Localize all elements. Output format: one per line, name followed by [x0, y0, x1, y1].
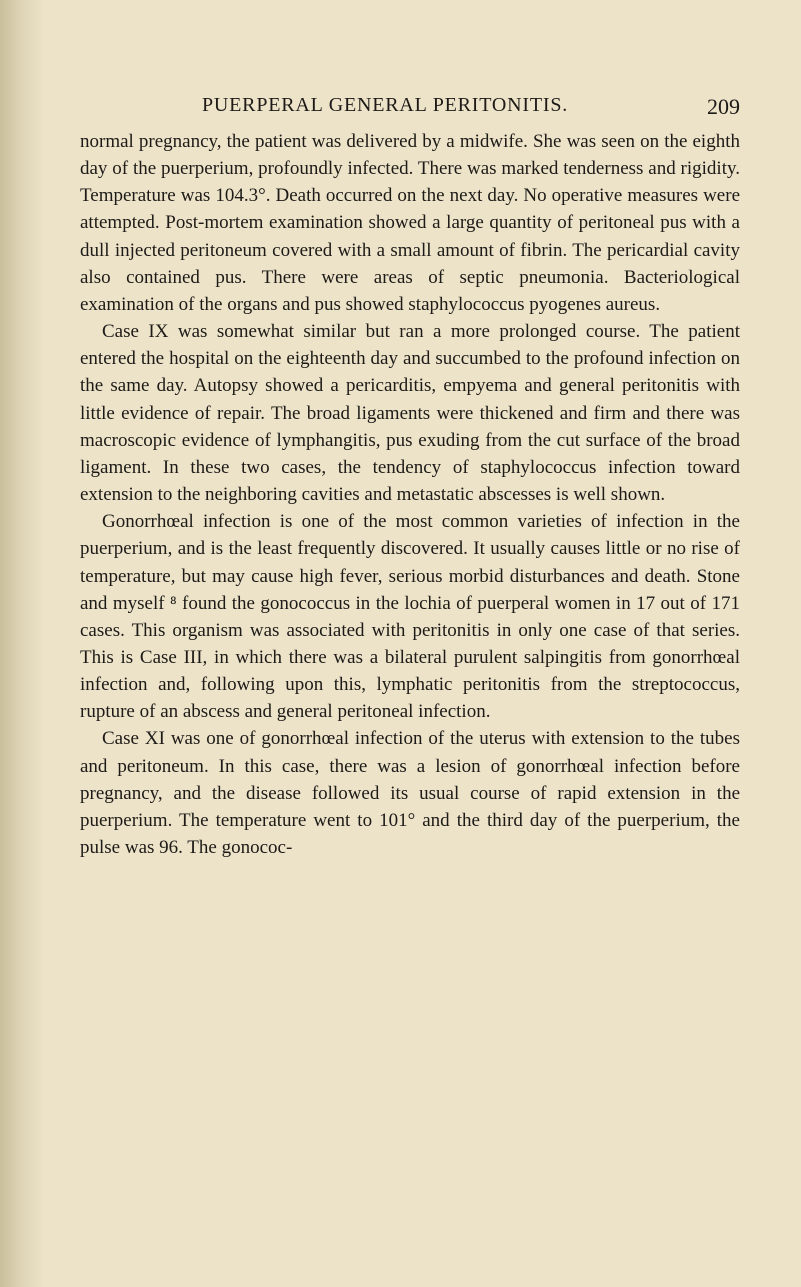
paragraph-gonorrhoeal-infection: Gonorrhœal infection is one of the most common varieties of infection in the puerperium, and is the least frequently discovered. It usually causes little or no rise of temperature, but may cause high fever, serious morbid disturbances and death. Stone and myself ⁸ found the gonococcus in the lochia of puerperal women in 17 out of 171 cases. This organism was associated with peritonitis in only one case of that series. This is Case III, in which there was a bilateral purulent salpingitis from gonorrhœal infection and, following upon this, lymphatic peritonitis from the streptococcus, rupture of an abscess and general peritoneal infection. [80, 511, 740, 723]
running-title: PUERPERAL GENERAL PERITONITIS. [202, 94, 569, 116]
page-number: 209 [707, 94, 740, 119]
paragraph-case-ix: Case IX was somewhat similar but ran a more prolonged course. The patient entered the hospital on the eighteenth day and succumbed to the profound infection on the same day. Autopsy showed a pericarditis, empyema and general peritonitis with little evidence of repair. The broad ligaments were thickened and firm and there was macroscopic evidence of lymphangitis, pus exuding from the cut surface of the broad ligament. In these two cases, the tendency of staphylococcus infection toward extension to the neighboring cavities and metastatic abscesses is well shown. [80, 321, 740, 506]
binding-gutter [0, 0, 44, 1287]
book-page [80, 86, 740, 861]
paragraph-case-xi: Case XI was one of gonorrhœal infection of the uterus with extension to the tubes and peritoneum. In this case, there was a lesion of gonorrhœal infection before pregnancy, and the disease followed its usual course of rapid extension in the puerperium. The temperature went to 101° and the third day of the puerperium, the pulse was 96. The gonococ- [80, 728, 740, 859]
paragraph-continuation: normal pregnancy, the patient was delivered by a midwife. She was seen on the eighth day of the puerperium, profoundly infected. There was marked tenderness and rigidity. Temperature was 104.3°. Death occurred on the next day. No operative measures were attempted. Post-mortem examination showed a large quantity of peritoneal pus with a dull injected peritoneum covered with a small amount of fibrin. The pericardial cavity also contained pus. There were areas of septic pneumonia. Bacteriological examination of the organs and pus showed staphylococcus pyogenes aureus. [80, 131, 740, 315]
body-text [80, 128, 740, 861]
running-head [80, 86, 740, 128]
